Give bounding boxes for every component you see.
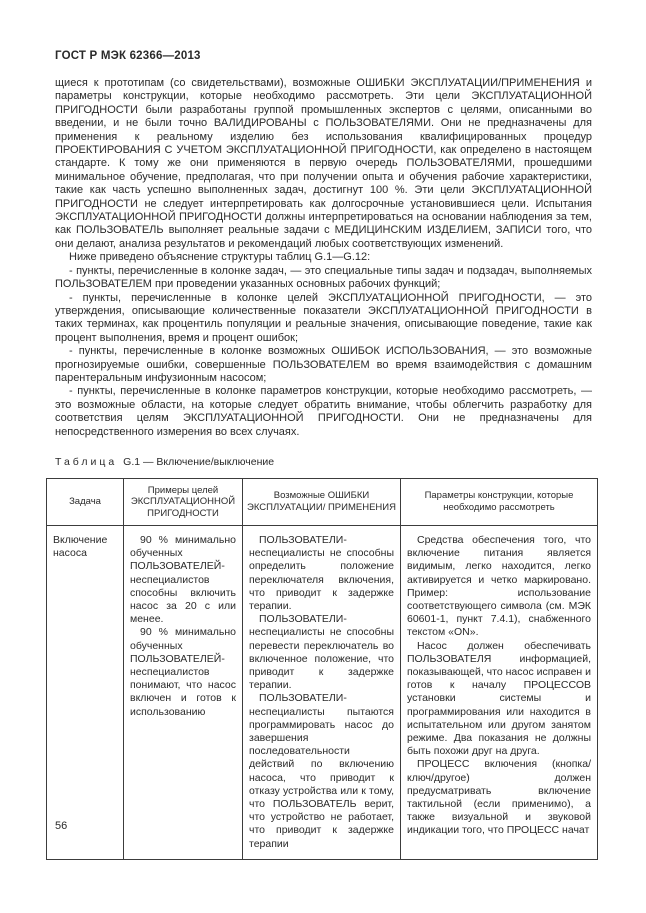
column-header-usability-goals: Примеры целей ЭКСПЛУАТАЦИОННОЙ ПРИГОДНОСТИ xyxy=(124,478,243,525)
page-content xyxy=(55,77,592,860)
cell-task xyxy=(47,525,124,859)
cell-design-parameters xyxy=(401,525,598,859)
paragraph: 90 % минимально обученных ПОЛЬЗОВАТЕЛЕЙ-неспециалистов понимают, что насос включен и готов к использованию xyxy=(130,626,236,718)
paragraph: щиеся к прототипам (со свидетельствами), возможные ОШИБКИ ЭКСПЛУАТАЦИИ/ПРИМЕНЕНИЯ и параметры конструкции, которые необходимо рассмотреть. Эти цели ЭКСПЛУАТАЦИОННОЙ ПРИГОДНОСТИ были разработаны группой промышленных экспертов с целями, описанными во введении, и не были точно ВАЛИДИРОВАНЫ с ПОЛЬЗОВАТЕЛЯМИ. Они не предназначены для применения к реальному изделию без использования квалифицированных процедур ПРОЕКТИРОВАНИЯ С УЧЕТОМ ЭКСПЛУАТАЦИОННОЙ ПРИГОДНОСТИ, как определено в настоящем стандарте. К тому же они применяются в первую очередь ПОЛЬЗОВАТЕЛЯМИ, прошедшими минимальное обучение, предполагая, что при получении опыта и обучения рабочие характеристики, такие как часть успешно выполненных задач, достигнут 100 %. Эти цели ЭКСПЛУАТАЦИОННОЙ ПРИГОДНОСТИ не следует интерпретировать как долгосрочные установившиеся цели. Испытания ЭКСПЛУАТАЦИОННОЙ ПРИГОДНОСТИ должны интерпретироваться на основании наблюдения за тем, как ПОЛЬЗОВАТЕЛЬ выполняет реальные задачи с МЕДИЦИНСКИМ ИЗДЕЛИЕМ, ЗАПИСИ того, что они делают, анализа результатов и рекомендаций любых соответствующих изменений. xyxy=(55,77,592,250)
page-number: 56 xyxy=(55,820,68,832)
document-code-header: ГОСТ Р МЭК 62366—2013 xyxy=(55,50,201,62)
paragraph: ПОЛЬЗОВАТЕЛИ-неспециалисты пытаются программировать насос до завершения последовательности действий по включению насоса, что приводит к отказу устройства или к тому, что ПОЛЬЗОВАТЕЛЬ верит, что устройство не работает, что приводит к задержке терапии xyxy=(249,692,394,850)
paragraph: Ниже приведено объяснение структуры таблиц G.1—G.12: xyxy=(69,251,371,264)
column-header-use-errors: Возможные ОШИБКИ ЭКСПЛУАТАЦИИ/ ПРИМЕНЕНИЯ xyxy=(243,478,401,525)
table-header-row xyxy=(47,478,598,525)
paragraph: Насос должен обеспечивать ПОЛЬЗОВАТЕЛЯ информацией, показывающей, что насос исправен и готов к началу ПРОЦЕССОВ установки системы и программирования или находится в испытательном или другом занятом режиме. Два показания не должны быть похожи друг на друга. xyxy=(407,639,591,758)
paragraph: - пункты, перечисленные в колонке целей ЭКСПЛУАТАЦИОННОЙ ПРИГОДНОСТИ, — это утверждения, описывающие количественные показатели ЭКСПЛУАТАЦИОННОЙ ПРИГОДНОСТИ в таких терминах, как процентиль популяции и реальные значения, описывающие поведение, такие как процент выполнения, время и процент ошибок; xyxy=(55,291,592,344)
table-row xyxy=(47,525,598,859)
paragraph: ПОЛЬЗОВАТЕЛИ-неспециалисты не способны определить положение переключателя включения, что приводит к задержке терапии. xyxy=(249,533,394,612)
paragraph: ПОЛЬЗОВАТЕЛИ-неспециалисты не способны перевести переключатель во включенное положение, что приводит к задержке терапии. xyxy=(249,613,394,692)
column-header-task: Задача xyxy=(47,478,124,525)
table-caption xyxy=(55,456,592,469)
paragraph: 90 % минимально обученных ПОЛЬЗОВАТЕЛЕЙ-неспециалистов способны включить насос за 20 с или менее. xyxy=(130,533,236,626)
table-caption-text: G.1 — Включение/выключение xyxy=(123,455,275,468)
table-caption-label: Таблица xyxy=(55,455,118,468)
task-text: Включение насоса xyxy=(53,533,108,560)
table-g1 xyxy=(46,478,598,860)
paragraph: ПРОЦЕСС включения (кнопка/ключ/другое) должен предусматривать включение тактильной (если применимо), а также визуальной и звуковой индикации того, что ПРОЦЕСС начат xyxy=(407,758,591,837)
paragraph: - пункты, перечисленные в колонке задач, — это специальные типы задач и подзадач, выполняемых ПОЛЬЗОВАТЕЛЕМ при проведении указанных основных рабочих функций; xyxy=(55,264,592,291)
paragraph: - пункты, перечисленные в колонке возможных ОШИБОК ИСПОЛЬЗОВАНИЯ, — это возможные прогнозируемые ошибки, совершенные ПОЛЬЗОВАТЕЛЕМ во время взаимодействия с домашним парентеральным инфузионным насосом; xyxy=(55,345,592,384)
paragraph: - пункты, перечисленные в колонке параметров конструкции, которые необходимо рассмотреть, — это возможные области, на которые следует обратить внимание, чтобы облегчить разработку для соответствия целям ЭКСПЛУАТАЦИОННОЙ ПРИГОДНОСТИ. Они не предназначены для непосредственного измерения во всех случаях. xyxy=(55,385,592,438)
paragraph: Средства обеспечения того, что включение питания является видимым, легко находится, легко активируется и четко маркировано. Пример: использование соответствующего символа (см. МЭК 60601-1, пункт 7.4.1), снабженного текстом «ON». xyxy=(407,533,591,639)
body-text-block xyxy=(55,77,592,439)
cell-use-errors xyxy=(243,525,401,859)
column-header-design-parameters: Параметры конструкции, которые необходимо рассмотреть xyxy=(401,478,598,525)
cell-usability-goals xyxy=(124,525,243,859)
